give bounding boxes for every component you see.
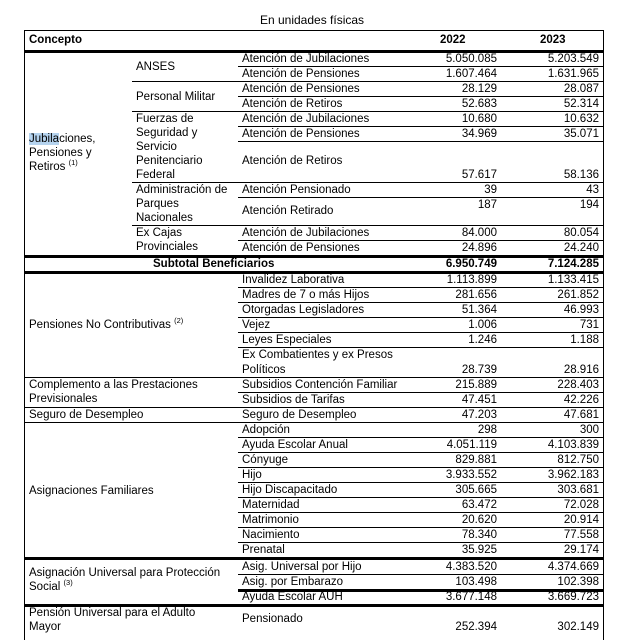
- group-parques-line: Parques: [136, 198, 179, 210]
- subtotal-2023: 7.124.285: [547, 258, 599, 270]
- row-2023: 3.962.183: [547, 469, 599, 481]
- section-label-puam-2: Mayor: [29, 621, 61, 633]
- section-label-auh-2: Social $^{(3)}$: [29, 578, 73, 593]
- row-desc: Asig. Universal por Hijo: [242, 561, 362, 573]
- row-2023: 1.631.965: [547, 68, 599, 80]
- row-2022: 35.925: [461, 544, 497, 556]
- row-2023: 300: [579, 424, 599, 436]
- row-desc: Atención Pensionado: [242, 184, 351, 196]
- section-label-asignaciones: Asignaciones Familiares: [29, 485, 154, 497]
- row-desc: Subsidios Contención Familiar: [242, 379, 398, 391]
- row-desc: Nacimiento: [242, 529, 300, 541]
- row-2023: 46.993: [563, 304, 599, 316]
- row-desc: Atención Retirado: [242, 205, 334, 217]
- row-2023: 24.240: [563, 242, 599, 254]
- row-2023: 42.226: [563, 394, 599, 406]
- row-2022: 84.000: [461, 227, 497, 239]
- row-desc: Asig. por Embarazo: [242, 576, 343, 588]
- row-2022: 4.383.520: [445, 561, 497, 573]
- row-2023: 80.054: [563, 227, 599, 239]
- row-2022: 281.656: [455, 289, 497, 301]
- row-desc: Maternidad: [242, 499, 300, 511]
- section-label-line3: Retiros $^{(1)}$: [29, 158, 78, 173]
- subtotal-label: Subtotal Beneficiarios: [153, 258, 275, 270]
- row-2023: 29.174: [563, 544, 599, 556]
- section-label-puam: Pensión Universal para el Adulto: [29, 607, 196, 619]
- row-2022: 187: [477, 199, 497, 211]
- row-2022: 215.889: [455, 379, 497, 391]
- row-desc: Seguro de Desempleo: [242, 409, 357, 421]
- group-fuerzas-line: Fuerzas de: [136, 113, 194, 125]
- header-2023: 2023: [540, 34, 566, 46]
- group-personal-militar: Personal Militar: [136, 91, 216, 103]
- section-label-complemento: Complemento a las Prestaciones: [29, 379, 198, 391]
- row-2022: 20.620: [461, 514, 497, 526]
- row-2023: 43: [586, 184, 599, 196]
- row-desc: Madres de 7 o más Hijos: [242, 289, 370, 301]
- group-fuerzas-line: Seguridad y: [136, 127, 198, 139]
- row-2022: 298: [477, 424, 497, 436]
- group-fuerzas-line: Servicio: [136, 141, 177, 153]
- row-desc: Otorgadas Legisladores: [242, 304, 365, 316]
- row-2023: 58.136: [563, 169, 599, 181]
- row-2022: 5.050.085: [445, 53, 497, 65]
- row-2023: 812.750: [557, 454, 599, 466]
- row-desc: Ayuda Escolar Anual: [242, 439, 348, 451]
- header-concepto: Concepto: [29, 34, 83, 46]
- row-2022: 1.607.464: [445, 68, 497, 80]
- row-2022: 52.683: [461, 98, 497, 110]
- row-desc: Atención de Pensiones: [242, 242, 360, 254]
- row-2023: 3.669.723: [547, 591, 599, 603]
- row-2022: 78.340: [461, 529, 497, 541]
- row-2022: 3.677.148: [445, 591, 497, 603]
- row-2022: 1.006: [468, 319, 497, 331]
- row-2023: 10.632: [563, 113, 599, 125]
- row-desc: Invalidez Laborativa: [242, 274, 345, 286]
- row-2023: 228.403: [557, 379, 599, 391]
- row-2022: 51.364: [461, 304, 497, 316]
- row-2023: 303.681: [557, 484, 599, 496]
- row-desc: Subsidios de Tarifas: [242, 394, 345, 406]
- section-label-jubilaciones: Jubilaciones,: [29, 133, 96, 145]
- row-2022: 1.113.899: [446, 274, 497, 286]
- row-2023: 302.149: [557, 621, 599, 633]
- row-2022: 252.394: [455, 621, 497, 633]
- row-desc: Atención de Pensiones: [242, 68, 360, 80]
- section-label-complemento-2: Previsionales: [29, 393, 98, 405]
- row-desc: Atención de Pensiones: [242, 83, 360, 95]
- subtotal-2022: 6.950.749: [445, 258, 497, 270]
- row-2023: 194: [579, 199, 599, 211]
- table-caption: En unidades físicas: [259, 13, 365, 27]
- row-2023: 731: [579, 319, 599, 331]
- row-desc: Hijo Discapacitado: [242, 484, 338, 496]
- row-2023: 102.398: [557, 576, 599, 588]
- row-2022: 1.246: [468, 334, 497, 346]
- row-desc: Vejez: [242, 319, 271, 331]
- section-label-auh: Asignación Universal para Protección: [29, 567, 221, 579]
- row-2022: 28.129: [461, 83, 497, 95]
- group-parques-line: Nacionales: [136, 212, 193, 224]
- row-2022: 57.617: [461, 169, 497, 181]
- row-2023: 77.558: [563, 529, 599, 541]
- row-desc: Atención de Retiros: [242, 155, 343, 167]
- row-2023: 20.914: [563, 514, 599, 526]
- group-fuerzas-line: Federal: [136, 169, 175, 181]
- group-anses: ANSES: [136, 61, 175, 73]
- section-label-pnc: Pensiones No Contributivas $^{(2)}$: [29, 316, 184, 331]
- row-desc: Atención de Jubilaciones: [242, 227, 370, 239]
- row-desc: Prenatal: [242, 544, 285, 556]
- group-excajas-line: Provinciales: [136, 241, 198, 253]
- row-2023: 72.028: [563, 499, 599, 511]
- row-2022: 4.051.119: [446, 439, 497, 451]
- row-2023: 4.103.839: [547, 439, 599, 451]
- row-desc: Atención de Jubilaciones: [242, 53, 370, 65]
- row-2023: 35.071: [563, 128, 599, 140]
- row-desc: Pensionado: [242, 613, 303, 625]
- row-desc: Matrimonio: [242, 514, 299, 526]
- row-desc: Políticos: [242, 364, 286, 376]
- row-2022: 10.680: [461, 113, 497, 125]
- row-2022: 34.969: [461, 128, 497, 140]
- table-header: [25, 31, 603, 53]
- row-desc: Atención de Jubilaciones: [242, 113, 370, 125]
- footnote-ref: (1): [68, 158, 78, 167]
- row-2022: 3.933.552: [445, 469, 497, 481]
- row-2023: 4.374.669: [547, 561, 599, 573]
- section-label-line2: Pensiones y: [29, 147, 92, 159]
- section-label-desempleo: Seguro de Desempleo: [29, 409, 144, 421]
- row-2023: 47.681: [563, 409, 599, 421]
- row-2023: 28.916: [563, 364, 599, 376]
- row-desc: Cónyuge: [242, 454, 289, 466]
- row-desc: Leyes Especiales: [242, 334, 332, 346]
- row-2022: 28.739: [461, 364, 497, 376]
- row-2022: 39: [484, 184, 497, 196]
- row-2022: 47.203: [461, 409, 497, 421]
- group-fuerzas-line: Penitenciario: [136, 155, 203, 167]
- row-2022: 63.472: [461, 499, 497, 511]
- row-2023: 5.203.549: [547, 53, 599, 65]
- row-2023: 1.133.415: [547, 274, 599, 286]
- row-2022: 103.498: [455, 576, 497, 588]
- row-desc: Atención de Pensiones: [242, 128, 360, 140]
- row-2023: 1.188: [570, 334, 599, 346]
- row-2022: 305.665: [455, 484, 497, 496]
- row-2022: 24.896: [461, 242, 497, 254]
- row-desc: Ayuda Escolar AUH: [242, 591, 343, 603]
- row-desc: Adopción: [242, 424, 290, 436]
- row-desc: Hijo: [242, 469, 262, 481]
- header-2022: 2022: [440, 34, 466, 46]
- row-2023: 52.314: [563, 98, 599, 110]
- row-2022: 47.451: [461, 394, 497, 406]
- group-excajas-line: Ex Cajas: [136, 227, 183, 239]
- row-2022: 829.881: [455, 454, 497, 466]
- row-desc: Ex Combatientes y ex Presos: [242, 349, 393, 361]
- row-2023: 261.852: [557, 289, 599, 301]
- row-2023: 28.087: [563, 83, 599, 95]
- group-parques-line: Administración de: [136, 184, 228, 196]
- row-desc: Atención de Retiros: [242, 98, 343, 110]
